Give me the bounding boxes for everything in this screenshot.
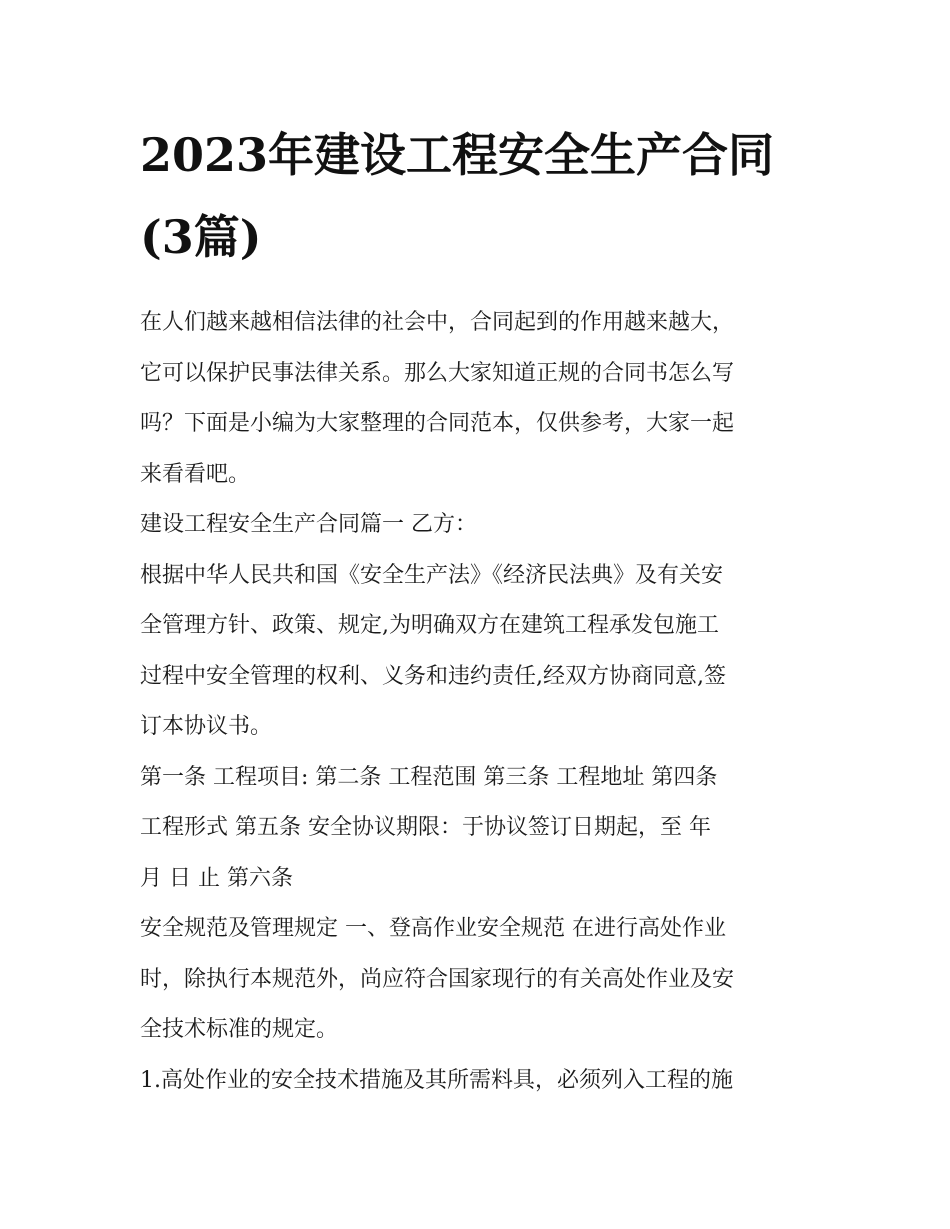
body-line-15: 全技术标准的规定。: [140, 1017, 339, 1042]
document-title: [140, 114, 815, 278]
document-body: [140, 298, 815, 1106]
body-line-8: 过程中安全管理的权利、义务和违约责任,经双方协商同意,签: [140, 663, 726, 689]
body-line-13: 安全规范及管理规定 一、登高作业安全规范 在进行高处作业: [140, 916, 726, 941]
title-line-1: 2023年建设工程安全生产合同: [140, 128, 775, 182]
body-line-2: 它可以保护民事法律关系。那么大家知道正规的合同书怎么写: [140, 360, 735, 386]
body-line-16: 1.高处作业的安全技术措施及其所需料具，必须列入工程的施: [140, 1067, 733, 1093]
body-line-10: 第一条 工程项目: 第二条 工程范围 第三条 工程地址 第四条: [140, 764, 718, 790]
body-line-12: 月 日 止 第六条: [140, 865, 293, 891]
section-heading-1: 建设工程安全生产合同篇一 乙方：: [140, 512, 477, 537]
body-line-11: 工程形式 第五条 安全协议期限：于协议签订日期起，至 年: [140, 815, 711, 840]
document-page: [140, 112, 815, 1106]
title-line-2: (3篇): [140, 210, 262, 264]
body-line-14: 时，除执行本规范外，尚应符合国家现行的有关高处作业及安: [140, 966, 735, 992]
body-line-4: 来看看吧。: [140, 461, 251, 487]
body-line-1: 在人们越来越相信法律的社会中，合同起到的作用越来越大，: [140, 310, 735, 335]
body-line-9: 订本协议书。: [140, 714, 273, 739]
body-line-3: 吗？下面是小编为大家整理的合同范本，仅供参考，大家一起: [140, 411, 735, 436]
body-line-6: 根据中华人民共和国《安全生产法》《经济民法典》及有关安: [140, 562, 724, 588]
body-line-7: 全管理方针、政策、规定,为明确双方在建筑工程承发包施工: [140, 613, 719, 638]
